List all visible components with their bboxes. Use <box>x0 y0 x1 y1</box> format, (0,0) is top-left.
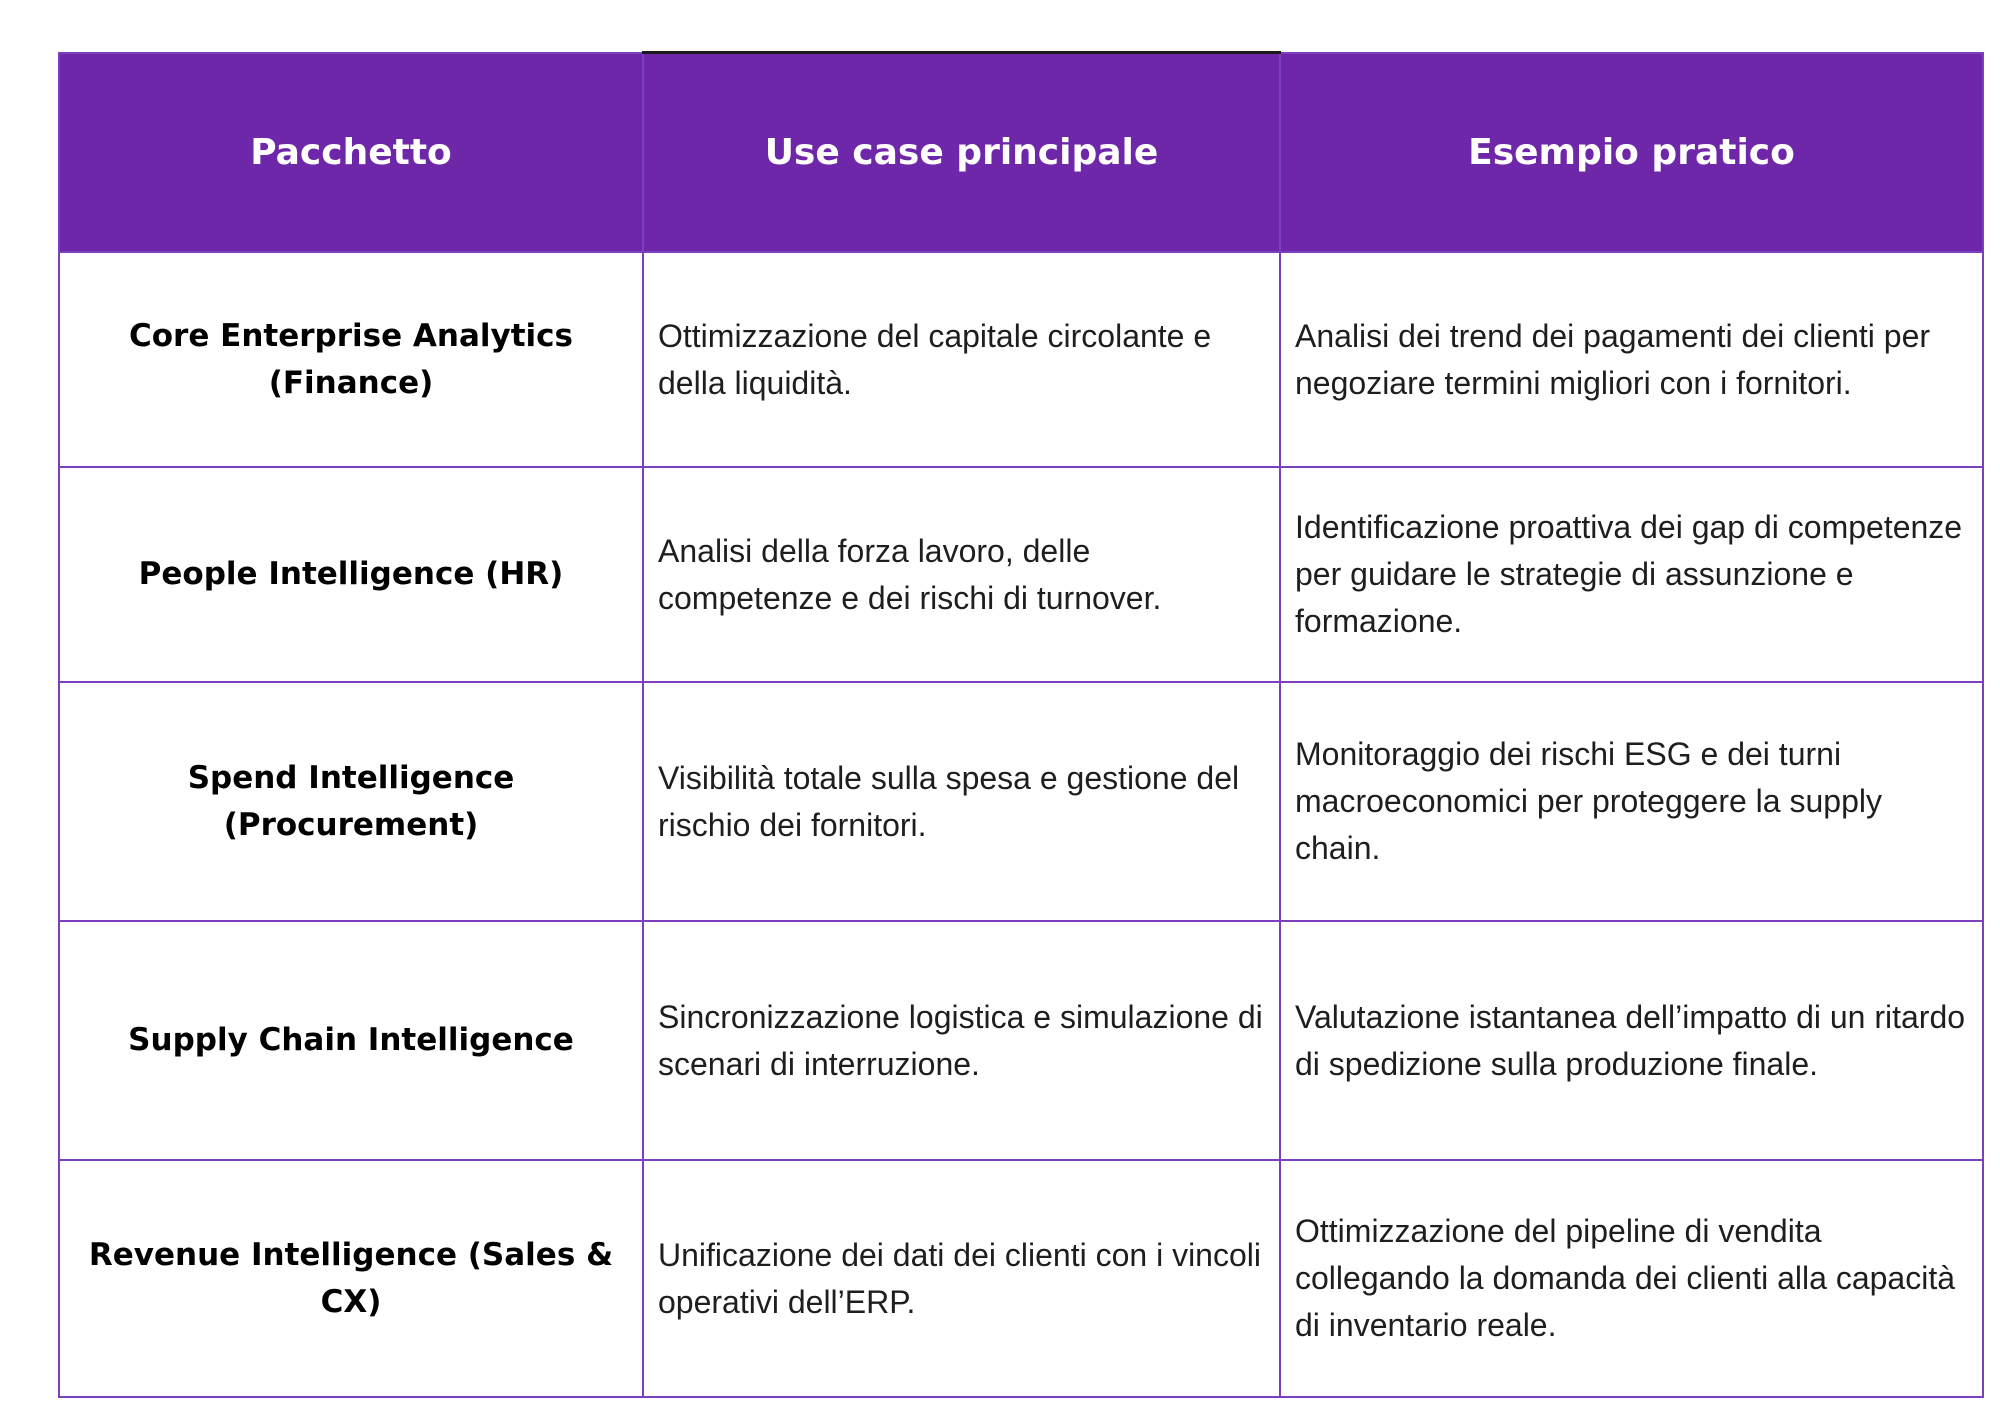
use-case-cell: Analisi della forza lavoro, delle competenze e dei rischi di turnover. <box>643 467 1280 682</box>
table-header-row <box>59 53 1983 253</box>
header-package: Pacchetto <box>59 53 643 253</box>
comparison-table-container <box>58 51 1982 1398</box>
use-case-cell: Ottimizzazione del capitale circolante e della liquidità. <box>643 252 1280 467</box>
use-case-cell: Visibilità totale sulla spesa e gestione del rischio dei fornitori. <box>643 682 1280 921</box>
package-cell: Core Enterprise Analytics (Finance) <box>59 252 643 467</box>
table-row <box>59 921 1983 1160</box>
comparison-table <box>58 51 1984 1398</box>
table-row <box>59 682 1983 921</box>
package-cell: Revenue Intelligence (Sales & CX) <box>59 1160 643 1397</box>
example-cell: Valutazione istantanea dell’impatto di un ritardo di spedizione sulla produzione finale. <box>1280 921 1983 1160</box>
use-case-cell: Unificazione dei dati dei clienti con i vincoli operativi dell’ERP. <box>643 1160 1280 1397</box>
table-row <box>59 252 1983 467</box>
use-case-cell: Sincronizzazione logistica e simulazione di scenari di interruzione. <box>643 921 1280 1160</box>
example-cell: Identificazione proattiva dei gap di competenze per guidare le strategie di assunzione e formazione. <box>1280 467 1983 682</box>
header-example: Esempio pratico <box>1280 53 1983 253</box>
example-cell: Ottimizzazione del pipeline di vendita collegando la domanda dei clienti alla capacità di inventario reale. <box>1280 1160 1983 1397</box>
example-cell: Analisi dei trend dei pagamenti dei clienti per negoziare termini migliori con i fornitori. <box>1280 252 1983 467</box>
package-cell: Supply Chain Intelligence <box>59 921 643 1160</box>
table-row <box>59 1160 1983 1397</box>
package-cell: People Intelligence (HR) <box>59 467 643 682</box>
table-row <box>59 467 1983 682</box>
header-use-case: Use case principale <box>643 53 1280 253</box>
example-cell: Monitoraggio dei rischi ESG e dei turni macroeconomici per proteggere la supply chain. <box>1280 682 1983 921</box>
package-cell: Spend Intelligence (Procurement) <box>59 682 643 921</box>
